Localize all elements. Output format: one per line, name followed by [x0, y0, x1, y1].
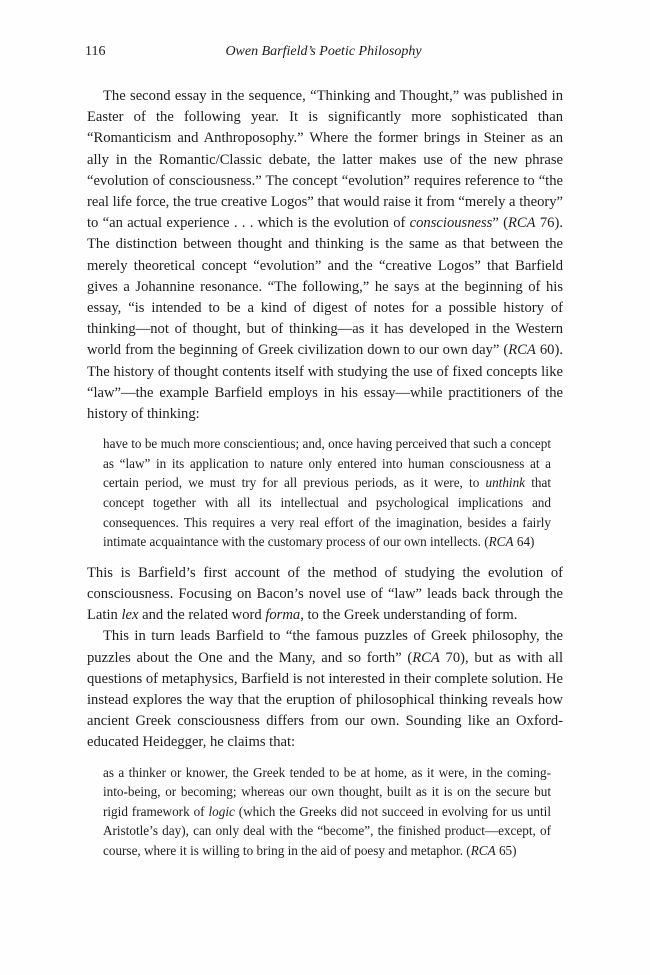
- text-run: The second essay in the sequence, “Thinking and Thought,” was published in Easter of the following year. It is significantly more sophisticated than “Romanticism and Anthroposophy.” Where the former brings in Steiner as an ally in the Romantic/Classic debate, the latter makes use of the new phrase “evolution of consciousness.” The concept “evolution” requires reference to “the real life force, the true creative Logos” that would raise it from “merely a theory” to “an actual experience . . . which is the evolution of: [87, 88, 563, 232]
- italic-text: RCA: [508, 215, 536, 232]
- block-quote: [87, 434, 563, 552]
- running-title: Owen Barfield’s Poetic Philosophy: [225, 44, 422, 59]
- italic-text: forma: [265, 607, 301, 624]
- italic-text: unthink: [485, 475, 526, 491]
- text-run: 70), but as with all questions of metaphysics, Barfield is not interested in their complete solution. He instead explores the way that the eruption of philosophical thinking reveals how ancient Greek consciousness differs from our own. Sounding like an Oxford-educated Heidegger, he claims that:: [87, 649, 563, 751]
- italic-text: RCA: [470, 843, 496, 859]
- body-paragraph: [87, 626, 563, 753]
- page-number: 116: [85, 44, 106, 59]
- text-run: 64): [513, 534, 535, 550]
- text-run: ” (: [492, 215, 508, 232]
- body-paragraph: [87, 563, 563, 627]
- text-run: (which the Greeks did not succeed in evolving for us until Aristotle’s day), can only deal with the “become”, the finished product—except, of course, where it is willing to bring in the aid of poesy and metaphor. (: [103, 803, 552, 859]
- italic-text: RCA: [412, 649, 440, 666]
- body-paragraph: [87, 86, 563, 425]
- text-run: as a thinker or knower, the Greek tended to be at home, as it were, in the coming-into-being, or becoming; whereas our own thought, built as it is on the secure but rigid framework of: [103, 764, 551, 819]
- italic-text: lex: [121, 607, 139, 624]
- block-quote: [87, 763, 563, 861]
- page-header: [85, 44, 562, 64]
- page-body: [87, 86, 563, 872]
- text-run: 60). The history of thought contents itself with studying the use of fixed concepts like “law”—the example Barfield employs in his essay—while practitioners of the history of thinking:: [87, 342, 563, 423]
- text-run: that concept together with all its intellectual and psychological implications and consequences. This requires a very real effort of the imagination, besides a fairly intimate acquaintance with the customary process of our own intellects. (: [103, 475, 551, 550]
- text-run: This in turn leads Barfield to “the famous puzzles of Greek philosophy, the puzzles about the One and the Many, and so forth” (: [87, 628, 563, 666]
- italic-text: RCA: [488, 534, 514, 550]
- text-run: , to the Greek understanding of form.: [300, 607, 518, 624]
- text-run: and the related word: [138, 607, 266, 624]
- italic-text: logic: [208, 803, 235, 819]
- italic-text: RCA: [508, 342, 536, 359]
- italic-text: consciousness: [409, 215, 493, 232]
- text-run: This is Barfield’s first account of the method of studying the evolution of consciousness. Focusing on Bacon’s novel use of “law” leads back through the Latin: [87, 564, 563, 624]
- text-run: have to be much more conscientious; and, once having perceived that such a concept as “law” in its application to nature only entered into human consciousness at a certain period, we must try for all previous periods, as it were, to: [103, 436, 551, 491]
- text-run: 76). The distinction between thought and thinking is the same as that between the merely theoretical concept “evolution” and the “creative Logos” that Barfield gives a Johannine resonance. “The following,” he says at the beginning of his essay, “is intended to be a kind of digest of notes for a possible history of thinking—not of thought, but of thinking—as it has developed in the Western world from the beginning of Greek civilization down to our own day” (: [87, 215, 563, 359]
- text-run: 65): [495, 843, 517, 859]
